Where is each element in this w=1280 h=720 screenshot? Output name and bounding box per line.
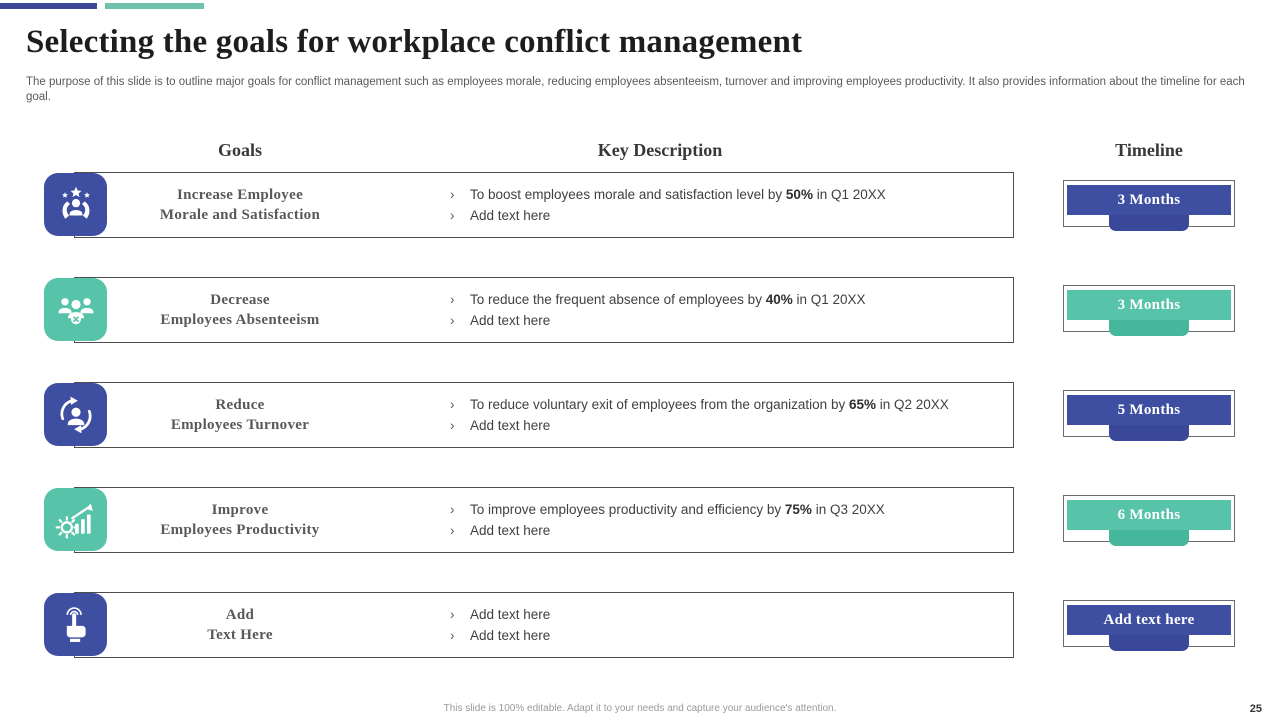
timeline-button[interactable] [1063,180,1235,227]
description-bullet: › To boost employees morale and satisfaction level by 50% in Q1 20XX [450,186,886,202]
turnover-icon [44,383,107,446]
goal-label: Improve Employees Productivity [160,501,320,538]
column-header-key-description: Key Description [597,140,723,160]
page-number: 25 [1249,703,1262,715]
timeline-button-shadow [1109,530,1189,546]
productivity-icon [44,488,107,551]
description-bullet: › Add text here [450,312,551,328]
bullet-marker-icon: › [450,312,455,328]
timeline-button-shadow [1109,320,1189,336]
goal-row [0,592,1280,658]
description-bullet: › Add text here [450,627,551,643]
description-bullet: › Add text here [450,417,551,433]
description-bullet: › Add text here [450,606,551,622]
goal-label: Decrease Employees Absenteeism [160,291,320,328]
column-header-goals: Goals [217,140,263,160]
timeline-button-shadow [1109,215,1189,231]
timeline-button-shadow [1109,635,1189,651]
morale-icon [44,173,107,236]
timeline-button-shadow [1109,425,1189,441]
page-title: Selecting the goals for workplace conflict management [26,24,803,60]
timeline-button[interactable] [1063,390,1235,437]
goal-label: Increase Employee Morale and Satisfaction [159,186,321,223]
bullet-marker-icon: › [450,291,455,307]
footer-note: This slide is 100% editable. Adapt it to your needs and capture your audience's attention. [443,703,837,714]
description-bullet: › To improve employees productivity and efficiency by 75% in Q3 20XX [450,501,885,517]
timeline-label: Add text here [1103,611,1195,628]
column-header-timeline: Timeline [1115,140,1183,160]
description-bullet: › Add text here [450,522,551,538]
goal-label: Add Text Here [207,606,273,643]
timeline-label: 3 Months [1117,296,1181,313]
bullet-marker-icon: › [450,396,455,412]
accent-bar-blue [0,3,97,9]
key-description [450,382,1002,448]
description-bullet: › To reduce the frequent absence of employees by 40% in Q1 20XX [450,291,866,307]
goal-row [0,382,1280,448]
description-bullet: › To reduce voluntary exit of employees from the organization by 65% in Q2 20XX [450,396,949,412]
timeline-label: 5 Months [1117,401,1181,418]
description-bullet: › Add text here [450,207,551,223]
goal-row [0,277,1280,343]
bullet-marker-icon: › [450,207,455,223]
bullet-marker-icon: › [450,186,455,202]
bullet-marker-icon: › [450,522,455,538]
goal-label: Reduce Employees Turnover [170,396,310,433]
bullet-marker-icon: › [450,501,455,517]
page-subtitle: The purpose of this slide is to outline major goals for conflict management such as employees morale, reducing employees absenteeism, turnover and improving employees productivity. It also provides information about the timeline for each goal. [26,76,1245,103]
bullet-marker-icon: › [450,606,455,622]
timeline-button[interactable] [1063,285,1235,332]
timeline-label: 3 Months [1117,191,1181,208]
key-description [450,172,1002,238]
key-description [450,592,1002,658]
add-text-icon [44,593,107,656]
key-description [450,487,1002,553]
bullet-marker-icon: › [450,417,455,433]
bullet-marker-icon: › [450,627,455,643]
timeline-button[interactable] [1063,600,1235,647]
absenteeism-icon [44,278,107,341]
timeline-button[interactable] [1063,495,1235,542]
key-description [450,277,1002,343]
accent-bar-teal [105,3,204,9]
goal-row [0,487,1280,553]
timeline-label: 6 Months [1117,506,1181,523]
goal-row [0,172,1280,238]
